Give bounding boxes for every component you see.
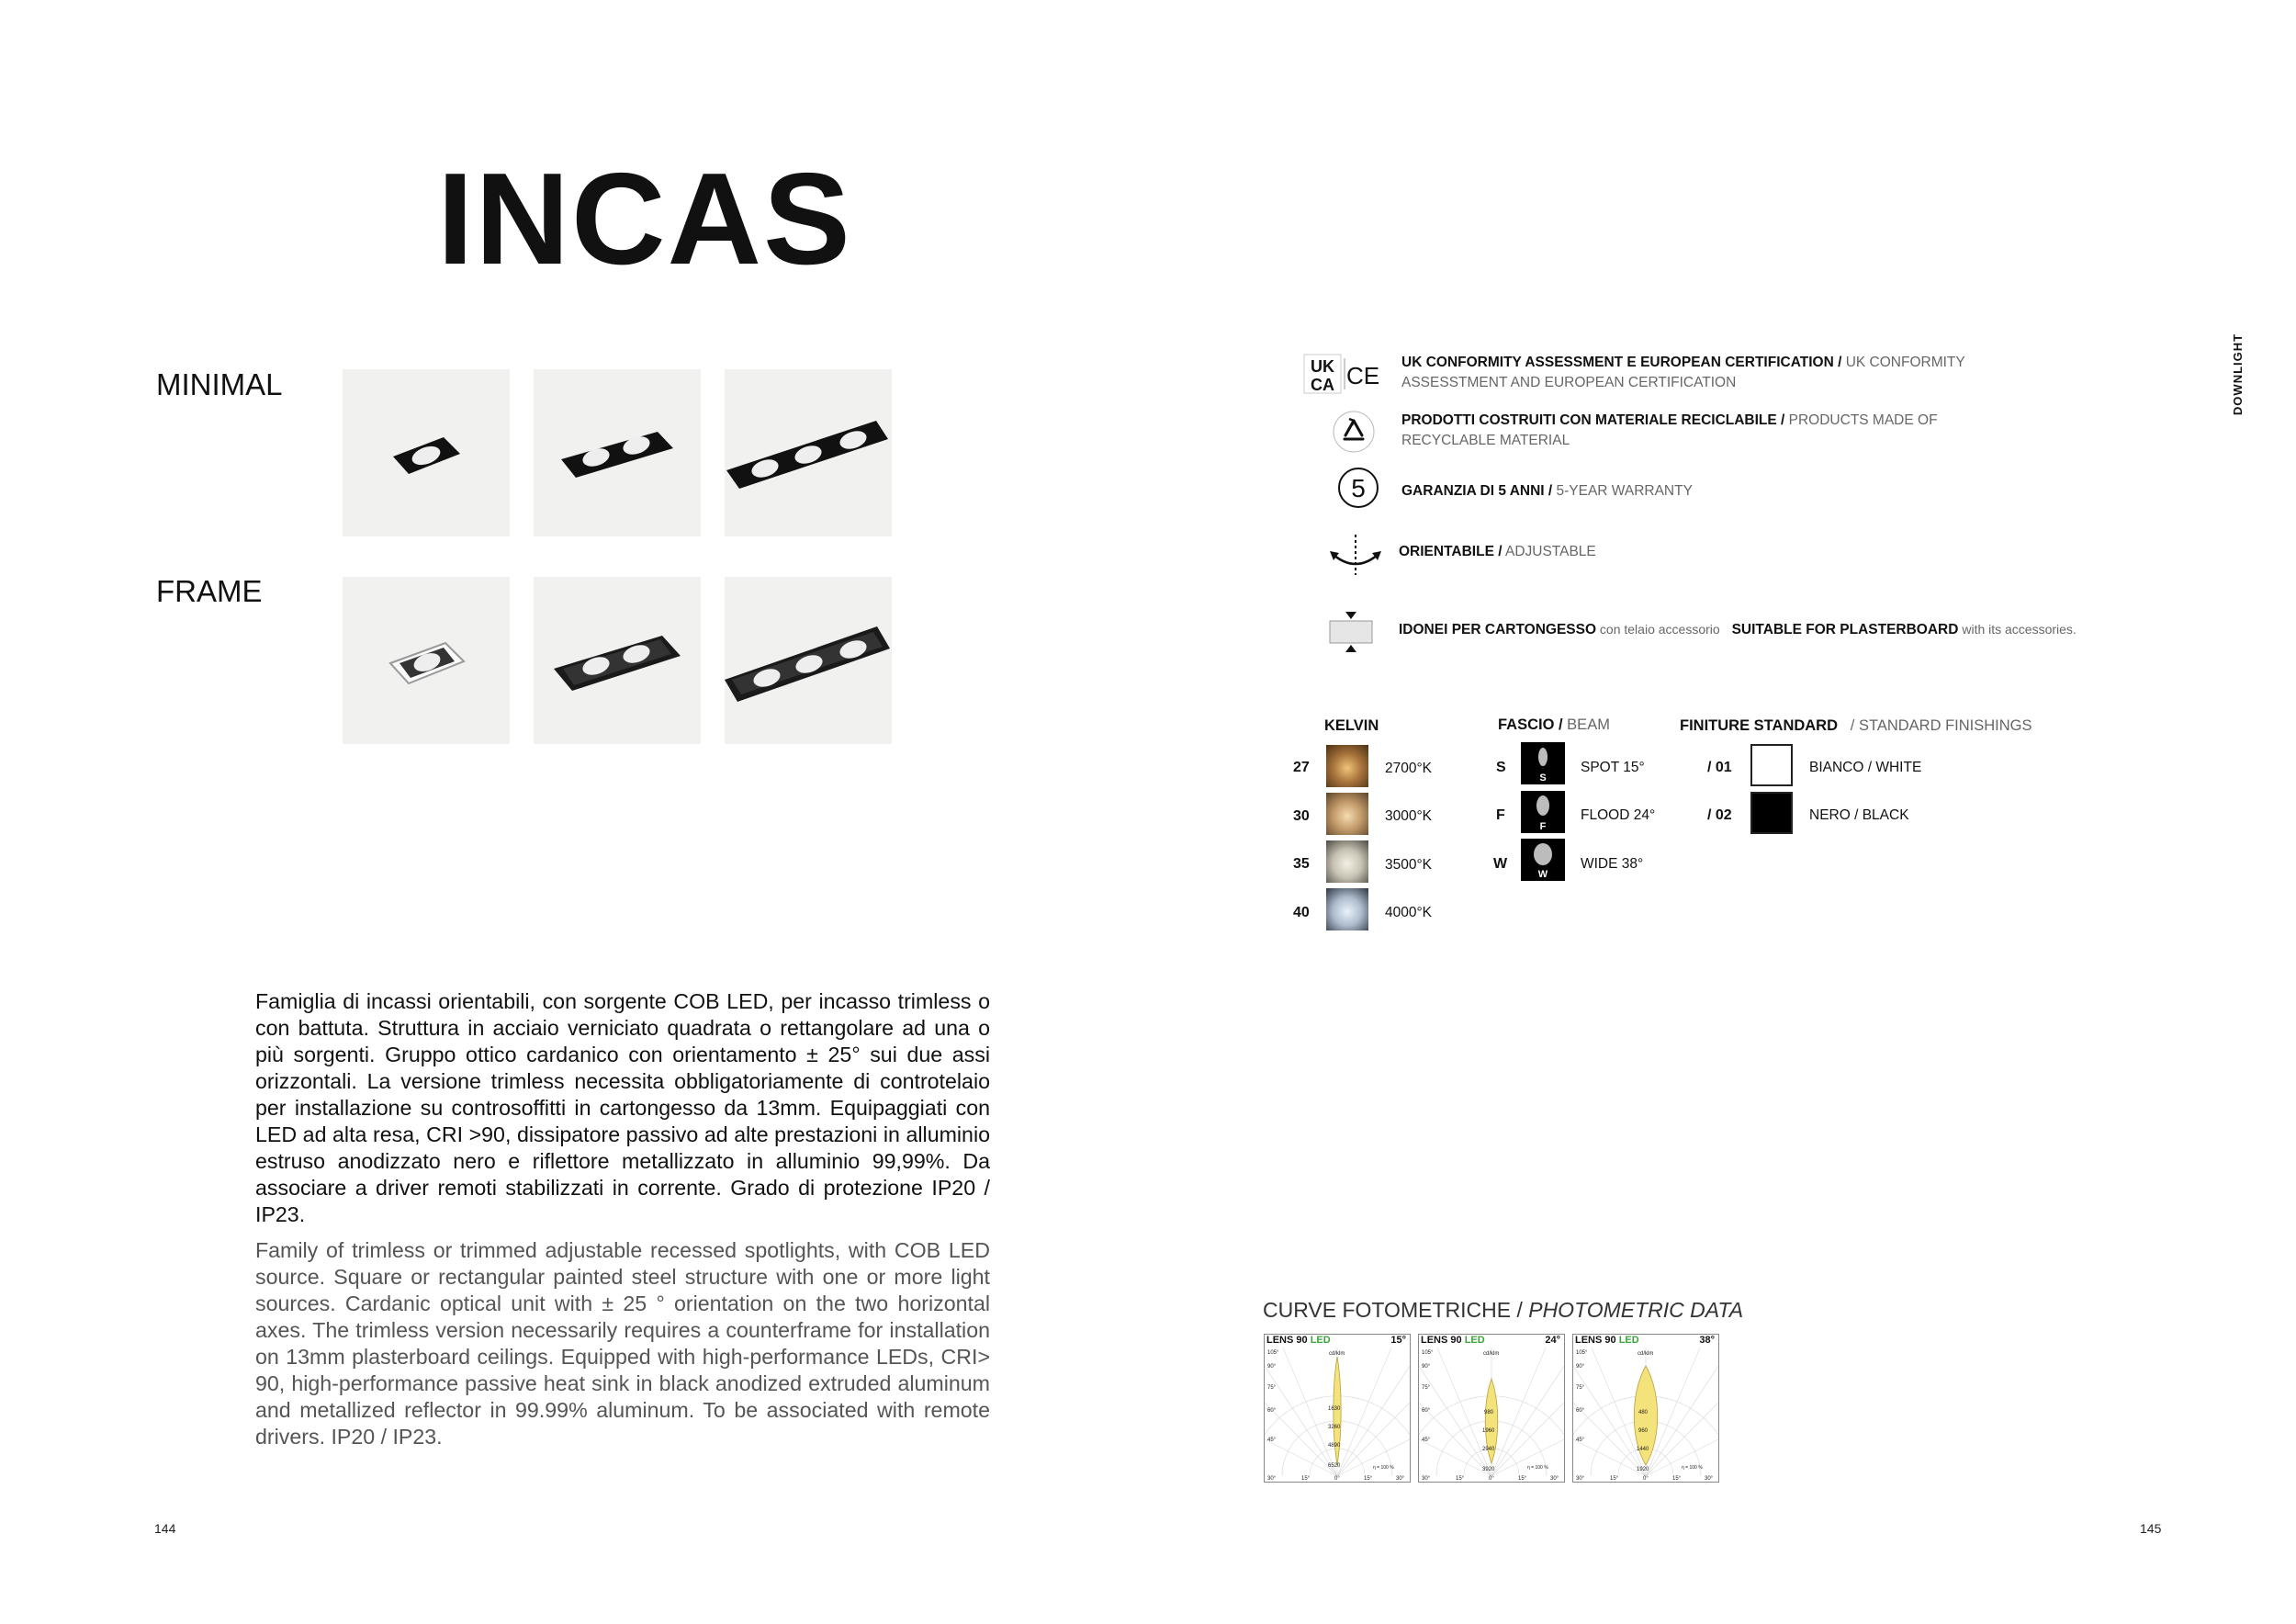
feature-plasterboard: IDONEI PER CARTONGESSO con telaio accessorio SUITABLE FOR PLASTERBOARD with its accessories.: [1399, 622, 2077, 637]
svg-text:3260: 3260: [1328, 1425, 1341, 1430]
feature-ukca: UK CONFORMITY ASSESSMENT E EUROPEAN CERTIFICATION / UK CONFORMITY ASSESSTMENT AND EUROPEAN CERTIFICATION: [1401, 355, 1965, 390]
kelvin-label: 3000°K: [1385, 808, 1433, 824]
svg-text:6520: 6520: [1328, 1463, 1341, 1469]
svg-text:45°: 45°: [1576, 1438, 1585, 1443]
beam-icon-wide: [1521, 839, 1565, 881]
finish-label: BIANCO / WHITE: [1809, 760, 1922, 775]
kelvin-code: 30: [1293, 808, 1310, 824]
photometric-chart-15: LENS 90 LED 15° 105° 90° 75° 60° 45° 30° 15° 0° 15° 30° cd/klm 1630 3260 4890 6520 η = 100 %: [1264, 1334, 1411, 1483]
svg-text:η = 100 %: η = 100 %: [1682, 1465, 1703, 1471]
svg-text:UK: UK: [1311, 357, 1334, 376]
feature-warranty: GARANZIA DI 5 ANNI / 5-YEAR WARRANTY: [1401, 483, 1693, 499]
svg-text:cd/klm: cd/klm: [1329, 1351, 1345, 1357]
beam-header: FASCIO / BEAM: [1498, 716, 1610, 733]
svg-text:30°: 30°: [1705, 1476, 1714, 1482]
kelvin-label: 2700°K: [1385, 761, 1433, 776]
kelvin-label: 4000°K: [1385, 905, 1433, 920]
beam-label: WIDE 38°: [1581, 856, 1644, 872]
svg-text:2940: 2940: [1482, 1447, 1495, 1452]
svg-text:15°: 15°: [1301, 1476, 1311, 1482]
kelvin-code: 35: [1293, 856, 1310, 872]
beam-label: SPOT 15°: [1581, 760, 1645, 775]
svg-text:1440: 1440: [1637, 1447, 1649, 1452]
svg-text:1920: 1920: [1637, 1467, 1649, 1472]
svg-text:75°: 75°: [1576, 1385, 1585, 1391]
svg-text:105°: 105°: [1422, 1350, 1434, 1356]
svg-text:90°: 90°: [1267, 1364, 1277, 1370]
polar-curve-38: [1573, 1348, 1718, 1482]
beam-icon-flood: [1521, 791, 1565, 833]
feature-adjustable: ORIENTABILE / ADJUSTABLE: [1399, 544, 1596, 559]
finish-label: NERO / BLACK: [1809, 807, 1909, 823]
svg-text:15°: 15°: [1610, 1476, 1619, 1482]
polar-curve-24: [1419, 1348, 1564, 1482]
svg-text:S: S: [1539, 773, 1547, 784]
plasterboard-icon: [1328, 610, 1374, 654]
svg-text:1960: 1960: [1482, 1428, 1495, 1434]
photometric-title: CURVE FOTOMETRICHE / PHOTOMETRIC DATA: [1263, 1298, 1744, 1322]
page-number-left: 144: [154, 1521, 176, 1536]
svg-text:30°: 30°: [1576, 1476, 1585, 1482]
product-image-frame-3[interactable]: [725, 577, 892, 744]
svg-text:45°: 45°: [1422, 1438, 1431, 1443]
finish-code: / 01: [1707, 760, 1732, 775]
svg-text:cd/klm: cd/klm: [1483, 1351, 1500, 1357]
description-english: Family of trimless or trimmed adjustable recessed spotlights, with COB LED source. Square or rectangular painted steel structure with one or more light sources. Cardanic optical unit with ± 25 ° orientation on the two horizontal axes. The trimless version necessarily requires a counterframe for installation on 13mm plasterboard ceilings. Equipped with high-performance LEDs, CRI> 90, high-performance passive heat sink in black anodized extruded aluminum and metallized reflector in 99.99% aluminum. To be associated with remote drivers. IP20 / IP23.: [255, 1238, 990, 1449]
svg-text:90°: 90°: [1422, 1364, 1431, 1370]
row-label-frame: FRAME: [156, 574, 263, 608]
kelvin-swatch-3500: [1326, 840, 1368, 883]
finishes-header: FINITURE STANDARD / STANDARD FINISHINGS: [1680, 717, 2032, 734]
adjustable-icon: [1328, 533, 1383, 577]
product-image-minimal-3[interactable]: [725, 369, 892, 536]
warranty-5-icon: [1337, 467, 1379, 509]
beam-label: FLOOD 24°: [1581, 807, 1656, 823]
product-image-frame-1[interactable]: [343, 577, 510, 744]
svg-text:1630: 1630: [1328, 1406, 1341, 1412]
svg-text:15°: 15°: [1518, 1476, 1527, 1482]
svg-text:CE: CE: [1345, 362, 1380, 389]
beam-code: W: [1493, 856, 1508, 872]
polar-curve-15: [1265, 1348, 1410, 1482]
svg-text:60°: 60°: [1267, 1408, 1277, 1414]
description-italian: Famiglia di incassi orientabili, con sorgente COB LED, per incasso trimless o con battuta. Struttura in acciaio verniciato quadrata o rettangolare ad una o più sorgenti. Gruppo ottico cardanico con orientamento ± 25° sui due assi orizzontali. La versione trimless necessita obbligatoriamente di controtelaio per installazione su controsoffitti in cartongesso da 13mm. Equipaggiati con LED ad alta resa, CRI >90, dissipatore passivo ad alte prestazioni in alluminio estruso anodizzato nero e riflettore metallizzato in alluminio 99,99%. Da associare a driver remoti stabilizzati in corrente. Grado di protezione IP20 / IP23.: [255, 989, 990, 1226]
svg-text:15°: 15°: [1456, 1476, 1465, 1482]
photometric-chart-38: LENS 90 LED 38° 105° 90° 75° 60° 45° 30° 15° 0° 15° 30° cd/klm 480 960 1440 1920 η = 100 %: [1572, 1334, 1719, 1483]
finish-swatch-black[interactable]: [1750, 792, 1793, 834]
svg-text:105°: 105°: [1267, 1350, 1279, 1356]
svg-text:0°: 0°: [1489, 1476, 1494, 1482]
svg-text:F: F: [1539, 821, 1547, 832]
svg-text:15°: 15°: [1364, 1476, 1373, 1482]
svg-text:30°: 30°: [1267, 1476, 1277, 1482]
svg-text:CA: CA: [1311, 376, 1334, 394]
svg-text:0°: 0°: [1334, 1476, 1340, 1482]
ukca-ce-icon: [1302, 353, 1381, 395]
product-image-minimal-2[interactable]: [534, 369, 701, 536]
svg-text:30°: 30°: [1396, 1476, 1405, 1482]
svg-text:45°: 45°: [1267, 1438, 1277, 1443]
kelvin-swatch-3000: [1326, 793, 1368, 835]
beam-code: S: [1496, 760, 1506, 775]
kelvin-swatch-4000: [1326, 888, 1368, 930]
svg-text:W: W: [1537, 869, 1548, 880]
svg-text:960: 960: [1638, 1428, 1649, 1434]
svg-text:60°: 60°: [1576, 1408, 1585, 1414]
kelvin-header: KELVIN: [1324, 717, 1379, 734]
feature-recycle: PRODOTTI COSTRUITI CON MATERIALE RECICLABILE / PRODUCTS MADE OF RECYCLABLE MATERIAL: [1401, 412, 1938, 448]
svg-text:η = 100 %: η = 100 %: [1373, 1465, 1394, 1471]
svg-text:90°: 90°: [1576, 1364, 1585, 1370]
svg-text:0°: 0°: [1643, 1476, 1649, 1482]
svg-text:60°: 60°: [1422, 1408, 1431, 1414]
svg-text:15°: 15°: [1672, 1476, 1682, 1482]
page-number-right: 145: [2140, 1521, 2162, 1536]
product-title: INCAS: [437, 146, 852, 292]
svg-text:480: 480: [1638, 1410, 1649, 1415]
svg-text:cd/klm: cd/klm: [1638, 1351, 1654, 1357]
product-image-minimal-1[interactable]: [343, 369, 510, 536]
product-image-frame-2[interactable]: [534, 577, 701, 744]
side-category-label: DOWNLIGHT: [2231, 333, 2245, 416]
svg-text:5: 5: [1351, 474, 1366, 502]
svg-text:105°: 105°: [1576, 1350, 1588, 1356]
beam-icon-spot: [1521, 742, 1565, 784]
beam-code: F: [1496, 807, 1505, 823]
svg-text:30°: 30°: [1550, 1476, 1559, 1482]
svg-text:980: 980: [1484, 1410, 1494, 1415]
finish-swatch-white[interactable]: [1750, 744, 1793, 786]
svg-text:75°: 75°: [1267, 1385, 1277, 1391]
svg-text:3920: 3920: [1482, 1467, 1495, 1472]
svg-text:75°: 75°: [1422, 1385, 1431, 1391]
row-label-minimal: MINIMAL: [156, 367, 283, 401]
kelvin-code: 40: [1293, 905, 1310, 920]
recycle-icon: [1332, 410, 1376, 454]
kelvin-code: 27: [1293, 760, 1310, 775]
svg-text:30°: 30°: [1422, 1476, 1431, 1482]
finish-code: / 02: [1707, 807, 1732, 823]
svg-text:4890: 4890: [1328, 1443, 1341, 1449]
photometric-chart-24: LENS 90 LED 24° 105° 90° 75° 60° 45° 30° 15° 0° 15° 30° cd/klm 980 1960 2940 3920 η = 100 %: [1418, 1334, 1565, 1483]
svg-text:η = 100 %: η = 100 %: [1527, 1465, 1548, 1471]
kelvin-label: 3500°K: [1385, 857, 1433, 873]
kelvin-swatch-2700: [1326, 745, 1368, 787]
